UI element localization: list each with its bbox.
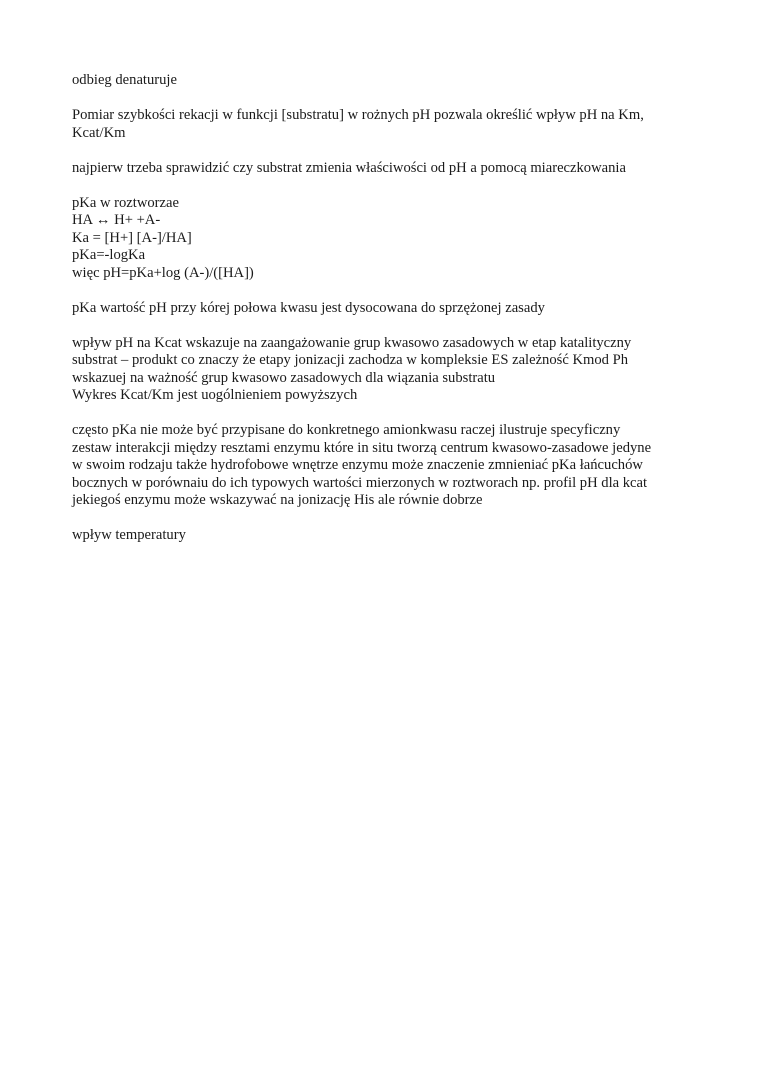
- paragraph-2: [72, 107, 692, 142]
- paragraph-8: [72, 527, 692, 545]
- paragraph-1: [72, 72, 692, 90]
- text-line: najpierw trzeba sprawidzić czy substrat zmienia właściwości od pH a pomocą miareczkowania: [72, 159, 626, 176]
- text-line: pKa wartość pH przy kórej połowa kwasu jest dysocowana do sprzężonej zasady: [72, 299, 545, 316]
- text-line: Kcat/Km: [72, 124, 126, 141]
- text-line: Wykres Kcat/Km jest uogólnieniem powyższych: [72, 387, 358, 403]
- paragraph-5: [72, 300, 692, 318]
- text-line: często pKa nie może być przypisane do konkretnego amionkwasu raczej ilustruje specyficzny: [72, 422, 621, 438]
- text-line: substrat – produkt co znaczy że etapy jonizacji zachodza w kompleksie ES zależność Kmod Ph: [72, 352, 628, 368]
- text-line: Pomiar szybkości rekacji w funkcji [substratu] w rożnych pH pozwala określić wpływ pH na Km,: [72, 107, 644, 123]
- document-body: [72, 72, 692, 562]
- paragraph-6: [72, 335, 692, 405]
- text-line: więc pH=pKa+log (A-)/([HA]): [72, 264, 254, 281]
- paragraph-7: [72, 422, 692, 510]
- text-line: wskazuej na ważność grup kwasowo zasadowych dla wiązania substratu: [72, 369, 496, 386]
- text-line: bocznych w porównaiu do ich typowych wartości mierzonych w roztworach np. profil pH dla kcat: [72, 474, 648, 491]
- text-line: wpływ pH na Kcat wskazuje na zaangażowanie grup kwasowo zasadowych w etap katalityczny: [72, 334, 632, 351]
- text-line: zestaw interakcji między resztami enzymu które in situ tworzą centrum kwasowo-zasadowe jedyne: [72, 439, 652, 456]
- text-line: pKa w roztworzae: [72, 194, 179, 211]
- text-line: w swoim rodzaju także hydrofobowe wnętrze enzymu może znaczenie zmnieniać pKa łańcuchów: [72, 457, 643, 473]
- text-line: Ka = [H+] [A-]/HA]: [72, 229, 192, 246]
- text-line: odbieg denaturuje: [72, 72, 177, 88]
- text-line: HA ↔ H+ +A-: [72, 212, 161, 228]
- text-line: wpływ temperatury: [72, 527, 186, 543]
- paragraph-3: [72, 160, 692, 178]
- paragraph-4: [72, 195, 692, 283]
- text-line: pKa=-logKa: [72, 247, 146, 263]
- text-line: jekiegoś enzymu może wskazywać na jonizację His ale równie dobrze: [72, 492, 483, 508]
